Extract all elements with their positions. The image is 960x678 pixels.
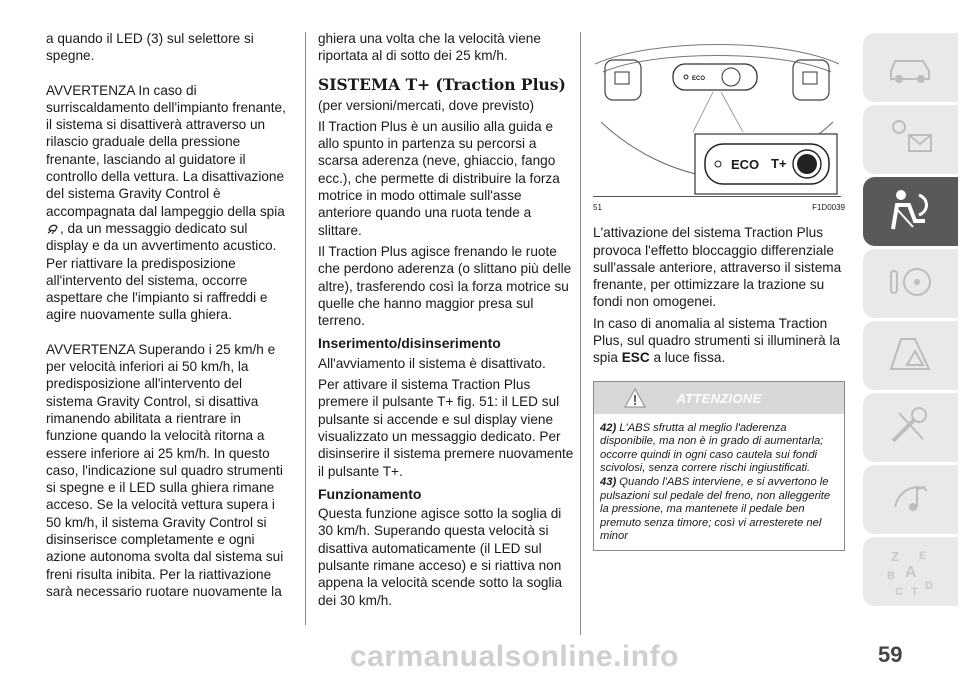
tab-car-overview[interactable]	[863, 33, 958, 102]
svg-text:C: C	[895, 586, 903, 598]
watermark: carmanualsonline.info	[350, 640, 679, 673]
figure-51	[593, 32, 841, 197]
warning-title: ATTENZIONE	[676, 390, 762, 406]
tab-emergency[interactable]	[863, 321, 958, 390]
paragraph-anomaly: In caso di anomalia al sistema Traction Plus, sul quadro strumenti si illuminerà la spia ESC a luce fissa.	[593, 315, 841, 366]
seatbelt-airbag-icon	[885, 185, 935, 235]
key-steering-wheel-icon	[885, 257, 935, 307]
paragraph: L'attivazione del sistema Traction Plus provoca l'effetto bloccaggio differenziale sull'assale anteriore, attraverso il sistema frenante, per ottimizzare la trazione su fondi non omogenei.	[593, 225, 842, 310]
paragraph: Il Traction Plus agisce frenando le ruote che perdono aderenza (o slittano più delle altre), trasferendo così la forza motrice su quelle che hanno maggior presa sul terreno.	[318, 243, 572, 329]
warning-box	[593, 381, 845, 551]
esc-indicator: ESC	[621, 350, 650, 366]
svg-text:B: B	[887, 570, 895, 582]
paragraph: (per versioni/mercati, dove previsto)	[318, 97, 535, 113]
paragraph: a quando il LED (3) sul selettore si spegne.	[46, 31, 254, 64]
subheading: Funzionamento	[318, 485, 422, 502]
paragraph: All'avviamento il sistema è disattivato.	[318, 355, 546, 371]
eco-label-small: ECO	[692, 76, 706, 82]
chapter-tabs	[858, 33, 960, 609]
svg-text:D: D	[925, 580, 933, 592]
text-column-1	[46, 30, 292, 600]
paragraph-warning-overheat: AVVERTENZA In caso di surriscaldamento dell'impianto frenante, il sistema si disattiverà attraverso un rilascio graduale della pressione frenante, lasciando al guidatore il controllo della vettura. La disattivazione del sistema Gravity Control è accompagnata dal lampeggio della spia , da un messaggio dedicato sul display e da un avvertimento acustico. Per riattivare la predisposizione all'intervento del sistema, occorre aspettare che l'impianto si raffreddi e agire nuovamente sulla ghiera.	[46, 82, 286, 323]
page-number: 59	[878, 642, 903, 667]
paragraph: Il Traction Plus è un ausilio alla guida e allo spunto in partenza su percorsi a scarsa aderenza (neve, ghiaccio, fango ecc.), che permette di distribuire la forza motrice in modo ottimale sull'asse anteriore quando una ruota tende a slittare.	[318, 118, 560, 238]
svg-text:E: E	[919, 550, 927, 562]
svg-text:A: A	[905, 564, 917, 581]
tab-warning-lights[interactable]	[863, 105, 958, 174]
eco-label-large: ECO	[731, 157, 760, 172]
svg-text:T: T	[911, 586, 918, 598]
warning-lights-icon	[885, 113, 935, 163]
column-divider	[580, 32, 581, 635]
paragraph: Per attivare il sistema Traction Plus premere il pulsante T+ fig. 51: il LED sul pulsante si accende e sul display viene visualizzato un messaggio dedicato. Per disinserire il sistema premere nuovamente il pulsante T+.	[318, 377, 574, 479]
text-column-2	[318, 30, 574, 609]
warning-header	[594, 382, 844, 414]
road-warning-triangle-icon	[885, 329, 935, 379]
alphabetical-index-icon	[885, 545, 939, 599]
svg-text:Z: Z	[891, 549, 899, 564]
warning-text: 42) L'ABS sfrutta al meglio l'aderenza disponibile, ma non è in grado di aumentarla; occorre quindi in ogni caso cautela sui fondi scivolosi, senza correre rischi ingiustificati. 43) Quando l'ABS interviene, e si avvertono le pulsazioni sul pedale del freno, non alleggerite la pressione, ma mantenete il pedale ben premuto senza timore; così vi arresterete nel minor	[600, 421, 831, 543]
note-number: 43)	[600, 476, 617, 489]
tab-safety[interactable]	[863, 177, 958, 246]
section-heading: SISTEMA T+ (Traction Plus)	[318, 74, 566, 94]
note-number: 42)	[600, 421, 617, 434]
tab-maintenance[interactable]	[863, 393, 958, 462]
paragraph: Questa funzione agisce sotto la soglia di 30 km/h. Superando questa velocità si disattiva automaticamente (il LED sul pulsante rimane acceso) e si riattiva non appena la velocità scende sotto la soglia dei 30 km/h.	[318, 506, 563, 608]
figure-caption	[593, 199, 845, 216]
tab-multimedia[interactable]	[863, 465, 958, 534]
figure-code: F1D0039	[812, 203, 845, 212]
service-tools-icon	[885, 401, 935, 451]
tab-starting-driving[interactable]	[863, 249, 958, 318]
gravity-control-warning-icon	[46, 221, 60, 235]
traction-plus-label: T+	[771, 156, 787, 171]
subheading: Inserimento/disinserimento	[318, 335, 501, 352]
car-outline-icon	[885, 41, 935, 91]
console-illustration	[593, 32, 841, 196]
figure-number: 51	[593, 203, 602, 212]
column-divider	[305, 32, 306, 625]
paragraph: ghiera una volta che la velocità viene riportata al di sotto dei 25 km/h.	[318, 31, 541, 64]
tab-index[interactable]	[863, 537, 958, 606]
paragraph-warning-speed: AVVERTENZA Superando i 25 km/h e per velocità inferiori ai 50 km/h, la predisposizione all'intervento del sistema Gravity Control, si disattiva rimanendo abilitata a rientrare in funzione quando la velocità ritorna a essere inferiore ai 25 km/h. In questo caso, l'indicazione sul quadro strumenti si spegne e il LED sulla ghiera rimane acceso. Se la velocità vettura supera i 50 km/h, il sistema Gravity Control si disinserisce completamente e ogni azione autonoma svolta dal sistema sui freni risulta inibita. Per la riattivazione sarà necessario ruotare nuovamente la	[46, 341, 284, 599]
multimedia-music-icon	[885, 473, 935, 523]
text-column-3	[593, 28, 845, 551]
